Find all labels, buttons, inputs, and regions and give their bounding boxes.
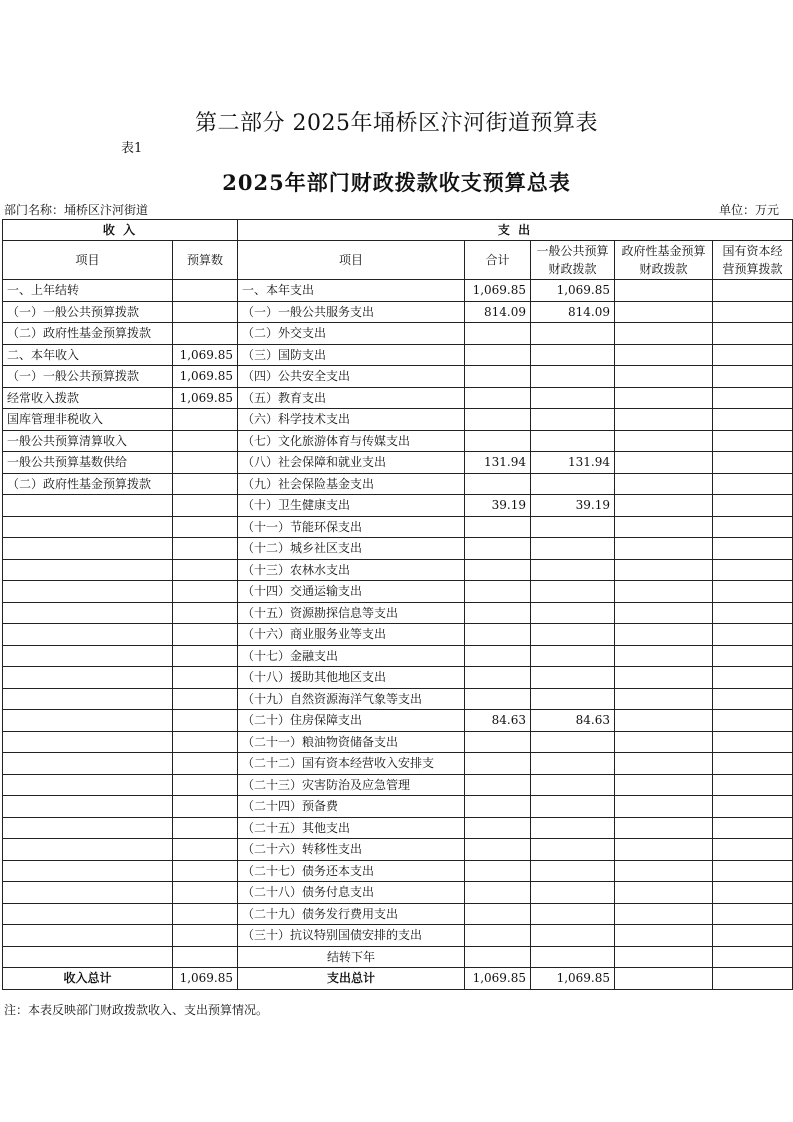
income-amount-cell — [173, 301, 238, 323]
state-capital-cell — [713, 301, 793, 323]
general-budget-cell — [531, 839, 615, 861]
income-amount-cell — [173, 667, 238, 689]
general-budget-cell — [531, 323, 615, 345]
state-capital-cell — [713, 774, 793, 796]
general-budget-cell — [531, 473, 615, 495]
income-amount-cell — [173, 731, 238, 753]
state-capital-cell — [713, 817, 793, 839]
totals-row — [3, 968, 793, 990]
gov-fund-cell — [615, 946, 713, 968]
general-budget-cell — [531, 946, 615, 968]
income-item-cell: 一般公共预算清算收入 — [3, 430, 173, 452]
expense-item-cell: （三十）抗议特别国债安排的支出 — [238, 925, 465, 947]
total-cell — [465, 323, 531, 345]
table-row — [3, 602, 793, 624]
gov-fund-cell — [615, 925, 713, 947]
expense-item-cell: （十二）城乡社区支出 — [238, 538, 465, 560]
state-capital-cell — [713, 344, 793, 366]
gov-fund-cell — [615, 409, 713, 431]
income-item-cell: 一般公共预算基数供给 — [3, 452, 173, 474]
total-cell: 84.63 — [465, 710, 531, 732]
expense-item-cell: （二十六）转移性支出 — [238, 839, 465, 861]
general-budget-cell: 814.09 — [531, 301, 615, 323]
expense-item-header: 项目 — [238, 241, 465, 280]
income-item-cell: （一）一般公共预算拨款 — [3, 301, 173, 323]
gov-fund-cell — [615, 538, 713, 560]
table-row — [3, 839, 793, 861]
general-budget-cell — [531, 387, 615, 409]
general-budget-cell: 39.19 — [531, 495, 615, 517]
gov-fund-cell — [615, 839, 713, 861]
expense-item-cell: （二十五）其他支出 — [238, 817, 465, 839]
expense-item-cell: （十一）节能环保支出 — [238, 516, 465, 538]
expense-item-cell: （二十八）债务付息支出 — [238, 882, 465, 904]
gov-fund-cell — [615, 731, 713, 753]
total-cell — [465, 624, 531, 646]
total-cell — [465, 409, 531, 431]
gov-fund-cell — [615, 280, 713, 302]
table-row — [3, 624, 793, 646]
expense-item-cell: （十三）农林水支出 — [238, 559, 465, 581]
income-amount-cell — [173, 903, 238, 925]
state-capital-cell — [713, 602, 793, 624]
gov-fund-cell — [615, 581, 713, 603]
total-cell — [465, 839, 531, 861]
income-amount-cell — [173, 624, 238, 646]
state-capital-cell — [713, 430, 793, 452]
table-row — [3, 387, 793, 409]
general-budget-cell — [531, 430, 615, 452]
income-item-cell — [3, 581, 173, 603]
general-budget-cell — [531, 688, 615, 710]
general-budget-cell — [531, 817, 615, 839]
state-capital-cell — [713, 860, 793, 882]
gov-fund-cell — [615, 323, 713, 345]
expense-item-cell: （五）教育支出 — [238, 387, 465, 409]
state-capital-cell — [713, 516, 793, 538]
general-budget-cell — [531, 796, 615, 818]
total-cell — [465, 344, 531, 366]
state-capital-cell — [713, 280, 793, 302]
expense-section-header: 支 出 — [238, 220, 793, 241]
budget-table — [2, 219, 793, 990]
gov-fund-cell — [615, 366, 713, 388]
total-cell — [465, 645, 531, 667]
total-cell — [465, 860, 531, 882]
state-capital-cell — [713, 409, 793, 431]
income-item-cell — [3, 645, 173, 667]
gov-fund-cell — [615, 495, 713, 517]
table-row — [3, 860, 793, 882]
gov-fund-cell — [615, 710, 713, 732]
state-capital-cell — [713, 538, 793, 560]
total-cell — [465, 430, 531, 452]
gov-fund-cell — [615, 688, 713, 710]
state-capital-cell — [713, 839, 793, 861]
expense-item-cell: （八）社会保障和就业支出 — [238, 452, 465, 474]
income-amount-cell — [173, 710, 238, 732]
general-budget-cell — [531, 538, 615, 560]
table-row — [3, 452, 793, 474]
table-row — [3, 366, 793, 388]
expense-item-cell: 一、本年支出 — [238, 280, 465, 302]
table-row — [3, 731, 793, 753]
total-cell — [465, 817, 531, 839]
gov-fund-total — [615, 968, 713, 990]
state-capital-cell — [713, 882, 793, 904]
expense-item-cell: （十八）援助其他地区支出 — [238, 667, 465, 689]
income-amount-cell — [173, 882, 238, 904]
income-amount-cell: 1,069.85 — [173, 387, 238, 409]
gov-fund-cell — [615, 452, 713, 474]
general-budget-cell — [531, 344, 615, 366]
total-cell — [465, 581, 531, 603]
total-cell — [465, 731, 531, 753]
income-amount-cell — [173, 538, 238, 560]
total-cell — [465, 366, 531, 388]
income-item-cell — [3, 559, 173, 581]
table-row — [3, 774, 793, 796]
income-amount-cell — [173, 430, 238, 452]
total-cell — [465, 516, 531, 538]
income-item-cell — [3, 731, 173, 753]
gov-fund-cell — [615, 753, 713, 775]
total-cell: 39.19 — [465, 495, 531, 517]
expense-item-cell: （四）公共安全支出 — [238, 366, 465, 388]
total-cell — [465, 602, 531, 624]
table-row — [3, 753, 793, 775]
income-item-header: 项目 — [3, 241, 173, 280]
expense-total-amount: 1,069.85 — [465, 968, 531, 990]
expense-item-cell: （二十一）粮油物资储备支出 — [238, 731, 465, 753]
general-budget-cell — [531, 753, 615, 775]
income-amount-cell — [173, 559, 238, 581]
state-capital-cell — [713, 667, 793, 689]
gov-fund-cell — [615, 473, 713, 495]
expense-item-cell: （一）一般公共服务支出 — [238, 301, 465, 323]
general-budget-cell — [531, 731, 615, 753]
total-header: 合计 — [465, 241, 531, 280]
header-row-sections — [3, 220, 793, 241]
expense-item-cell: （二十四）预备费 — [238, 796, 465, 818]
income-item-cell — [3, 882, 173, 904]
income-amount-cell — [173, 409, 238, 431]
gov-fund-cell — [615, 430, 713, 452]
expense-item-cell: （九）社会保险基金支出 — [238, 473, 465, 495]
income-item-cell — [3, 688, 173, 710]
expense-item-cell: （十九）自然资源海洋气象等支出 — [238, 688, 465, 710]
income-amount-cell — [173, 796, 238, 818]
general-budget-cell — [531, 903, 615, 925]
expense-item-cell: （二十二）国有资本经营收入安排支 — [238, 753, 465, 775]
general-budget-cell: 131.94 — [531, 452, 615, 474]
gov-fund-cell — [615, 387, 713, 409]
income-amount-cell — [173, 817, 238, 839]
gov-fund-cell — [615, 774, 713, 796]
total-cell — [465, 903, 531, 925]
income-amount-cell — [173, 774, 238, 796]
header-row-columns — [3, 241, 793, 280]
unit-label: 单位：万元 — [718, 203, 779, 217]
gov-fund-cell — [615, 645, 713, 667]
income-amount-cell — [173, 323, 238, 345]
income-item-cell — [3, 817, 173, 839]
income-item-cell: 一、上年结转 — [3, 280, 173, 302]
state-capital-cell — [713, 710, 793, 732]
table-row — [3, 430, 793, 452]
gov-fund-header: 政府性基金预算财政拨款 — [615, 241, 713, 280]
state-capital-cell — [713, 581, 793, 603]
expense-item-cell: （二）外交支出 — [238, 323, 465, 345]
income-item-cell — [3, 903, 173, 925]
income-item-cell: 二、本年收入 — [3, 344, 173, 366]
table-row — [3, 559, 793, 581]
general-budget-cell — [531, 516, 615, 538]
income-item-cell: （二）政府性基金预算拨款 — [3, 473, 173, 495]
income-item-cell — [3, 495, 173, 517]
table-row — [3, 882, 793, 904]
income-item-cell — [3, 667, 173, 689]
state-capital-cell — [713, 323, 793, 345]
income-item-cell: （一）一般公共预算拨款 — [3, 366, 173, 388]
department-label: 部门名称：埇桥区汴河街道 — [4, 203, 149, 217]
income-item-cell — [3, 946, 173, 968]
state-capital-cell — [713, 645, 793, 667]
income-amount-cell — [173, 516, 238, 538]
total-cell — [465, 538, 531, 560]
total-cell — [465, 774, 531, 796]
state-capital-cell — [713, 559, 793, 581]
table-row — [3, 473, 793, 495]
income-amount-cell — [173, 645, 238, 667]
table-row — [3, 538, 793, 560]
expense-item-cell: （三）国防支出 — [238, 344, 465, 366]
part-title: 第二部分 2025年埇桥区汴河街道预算表 — [195, 111, 598, 136]
gov-fund-cell — [615, 344, 713, 366]
income-item-cell — [3, 925, 173, 947]
table-row — [3, 323, 793, 345]
table-row — [3, 581, 793, 603]
state-capital-header: 国有资本经营预算拨款 — [713, 241, 793, 280]
general-budget-cell: 84.63 — [531, 710, 615, 732]
state-capital-cell — [713, 624, 793, 646]
income-amount-cell — [173, 753, 238, 775]
expense-item-cell: （六）科学技术支出 — [238, 409, 465, 431]
expense-item-cell: （十五）资源勘探信息等支出 — [238, 602, 465, 624]
general-budget-header: 一般公共预算财政拨款 — [531, 241, 615, 280]
total-cell: 814.09 — [465, 301, 531, 323]
income-amount-cell — [173, 473, 238, 495]
table-row — [3, 925, 793, 947]
gov-fund-cell — [615, 516, 713, 538]
expense-item-cell: （二十三）灾害防治及应急管理 — [238, 774, 465, 796]
state-capital-cell — [713, 946, 793, 968]
state-capital-cell — [713, 903, 793, 925]
table-row — [3, 645, 793, 667]
income-amount-cell — [173, 602, 238, 624]
general-budget-cell — [531, 559, 615, 581]
total-cell — [465, 796, 531, 818]
income-amount-cell — [173, 452, 238, 474]
expense-item-cell: （十七）金融支出 — [238, 645, 465, 667]
income-item-cell — [3, 710, 173, 732]
gov-fund-cell — [615, 559, 713, 581]
general-budget-cell: 1,069.85 — [531, 280, 615, 302]
state-capital-cell — [713, 473, 793, 495]
gov-fund-cell — [615, 667, 713, 689]
table-row — [3, 301, 793, 323]
general-budget-cell — [531, 645, 615, 667]
income-item-cell: （二）政府性基金预算拨款 — [3, 323, 173, 345]
table-row — [3, 495, 793, 517]
expense-total-label: 支出总计 — [238, 968, 465, 990]
table-number: 表1 — [121, 141, 143, 156]
state-capital-cell — [713, 796, 793, 818]
total-cell — [465, 688, 531, 710]
income-item-cell — [3, 839, 173, 861]
income-item-cell — [3, 860, 173, 882]
general-budget-cell — [531, 366, 615, 388]
income-total-amount: 1,069.85 — [173, 968, 238, 990]
total-cell — [465, 473, 531, 495]
expense-item-cell: （二十九）债务发行费用支出 — [238, 903, 465, 925]
gov-fund-cell — [615, 602, 713, 624]
general-budget-cell — [531, 624, 615, 646]
income-item-cell — [3, 538, 173, 560]
state-capital-cell — [713, 387, 793, 409]
state-capital-cell — [713, 495, 793, 517]
table-row — [3, 710, 793, 732]
total-cell — [465, 667, 531, 689]
total-cell — [465, 946, 531, 968]
state-capital-cell — [713, 753, 793, 775]
table-title: 2025年部门财政拨款收支预算总表 — [222, 170, 571, 195]
state-capital-cell — [713, 731, 793, 753]
state-capital-cell — [713, 366, 793, 388]
general-budget-cell — [531, 602, 615, 624]
table-row — [3, 946, 793, 968]
general-budget-cell — [531, 925, 615, 947]
income-item-cell — [3, 774, 173, 796]
total-cell — [465, 753, 531, 775]
expense-item-cell: （十四）交通运输支出 — [238, 581, 465, 603]
income-item-cell — [3, 624, 173, 646]
income-amount-cell — [173, 280, 238, 302]
general-budget-cell — [531, 409, 615, 431]
total-cell: 131.94 — [465, 452, 531, 474]
table-row — [3, 516, 793, 538]
gov-fund-cell — [615, 903, 713, 925]
table-row — [3, 280, 793, 302]
gov-fund-cell — [615, 796, 713, 818]
general-budget-cell — [531, 882, 615, 904]
income-amount-cell — [173, 688, 238, 710]
table-row — [3, 667, 793, 689]
income-item-cell: 国库管理非税收入 — [3, 409, 173, 431]
state-capital-cell — [713, 925, 793, 947]
income-amount-cell — [173, 860, 238, 882]
general-budget-cell — [531, 860, 615, 882]
general-budget-cell — [531, 581, 615, 603]
expense-item-cell: （十六）商业服务业等支出 — [238, 624, 465, 646]
income-item-cell — [3, 753, 173, 775]
table-row — [3, 688, 793, 710]
income-amount-cell — [173, 839, 238, 861]
table-row — [3, 817, 793, 839]
state-capital-cell — [713, 452, 793, 474]
income-amount-cell — [173, 581, 238, 603]
gov-fund-cell — [615, 624, 713, 646]
income-item-cell — [3, 796, 173, 818]
table-row — [3, 344, 793, 366]
total-cell: 1,069.85 — [465, 280, 531, 302]
gov-fund-cell — [615, 882, 713, 904]
total-cell — [465, 882, 531, 904]
gov-fund-cell — [615, 817, 713, 839]
income-budget-header: 预算数 — [173, 241, 238, 280]
total-cell — [465, 559, 531, 581]
income-amount-cell — [173, 946, 238, 968]
state-capital-total — [713, 968, 793, 990]
general-budget-cell — [531, 774, 615, 796]
income-item-cell — [3, 602, 173, 624]
total-cell — [465, 925, 531, 947]
gov-fund-cell — [615, 860, 713, 882]
income-section-header: 收 入 — [3, 220, 238, 241]
expense-item-cell: （十）卫生健康支出 — [238, 495, 465, 517]
income-amount-cell: 1,069.85 — [173, 344, 238, 366]
income-amount-cell: 1,069.85 — [173, 366, 238, 388]
table-row — [3, 796, 793, 818]
income-item-cell: 经常收入拨款 — [3, 387, 173, 409]
income-item-cell — [3, 516, 173, 538]
expense-item-cell: （二十）住房保障支出 — [238, 710, 465, 732]
state-capital-cell — [713, 688, 793, 710]
footnote: 注：本表反映部门财政拨款收入、支出预算情况。 — [4, 1003, 269, 1017]
general-budget-cell — [531, 667, 615, 689]
total-cell — [465, 387, 531, 409]
expense-item-cell: （七）文化旅游体育与传媒支出 — [238, 430, 465, 452]
table-row — [3, 903, 793, 925]
gov-fund-cell — [615, 301, 713, 323]
general-budget-total: 1,069.85 — [531, 968, 615, 990]
expense-item-cell: 结转下年 — [238, 946, 465, 968]
income-amount-cell — [173, 495, 238, 517]
income-amount-cell — [173, 925, 238, 947]
income-total-label: 收入总计 — [3, 968, 173, 990]
table-row — [3, 409, 793, 431]
expense-item-cell: （二十七）债务还本支出 — [238, 860, 465, 882]
